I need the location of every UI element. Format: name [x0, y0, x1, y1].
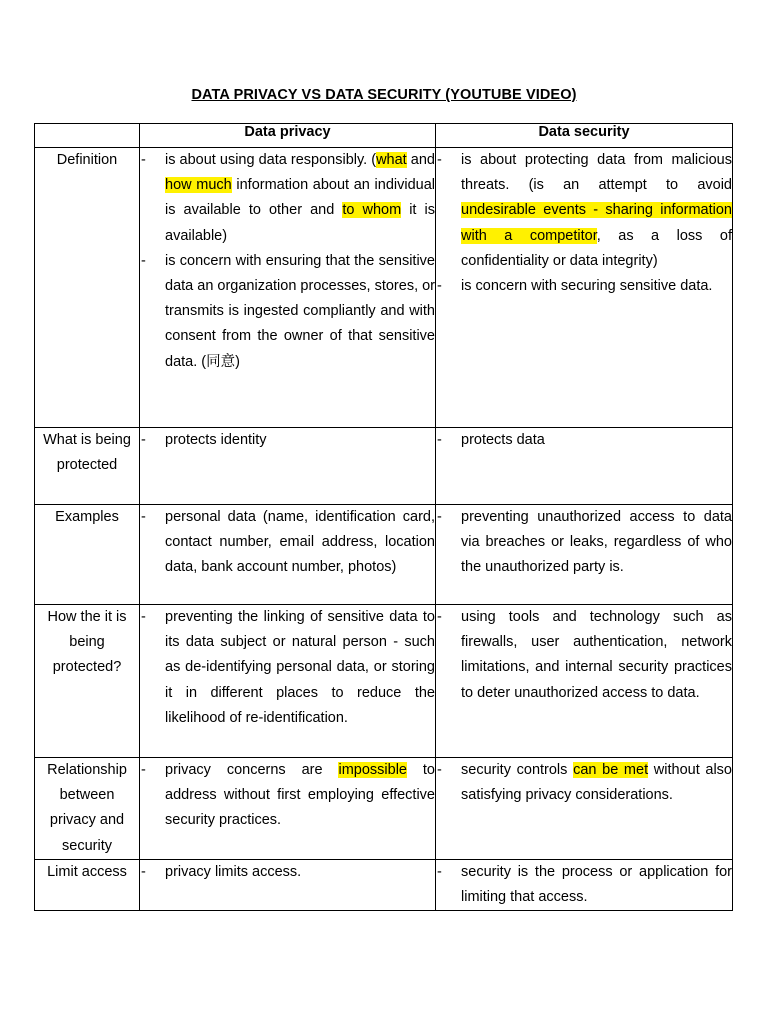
bullet-text: preventing the linking of sensitive data to its data subject or natural person - such as de-identifying personal data, or storing it in different places to reduce the likelihood of re-identification. [165, 609, 435, 726]
bullet-text: security is the process or application for limiting that access. [461, 864, 732, 906]
bullet-item [436, 428, 732, 453]
highlighted-text: can be met [573, 762, 649, 778]
bullet-dash: - [141, 509, 146, 525]
bullet-text: is concern with ensuring that the sensitive data an organization processes, stores, or transmits is ingested compliantly and with consent from the owner of that sensitive data. (同意) [165, 252, 436, 370]
header-data-security: Data security [436, 124, 733, 148]
privacy-cell [140, 505, 436, 605]
bullet-dash: - [437, 152, 442, 168]
security-cell [436, 505, 733, 605]
bullet-text: protects data [461, 432, 545, 448]
bullet-text: is about protecting data from malicious threats. (is an attempt to avoid undesirable events - sharing information with a competitor, as a loss of confidentiality or data integrity) [461, 152, 732, 269]
header-data-privacy: Data privacy [140, 124, 436, 148]
bullet-text: privacy limits access. [165, 864, 302, 880]
security-cell [436, 605, 733, 758]
privacy-cell [140, 860, 436, 911]
bullet-dash: - [141, 432, 146, 448]
row-label: Limit access [35, 860, 140, 911]
privacy-cell [140, 758, 436, 860]
bullet-text: is concern with securing sensitive data. [461, 278, 713, 295]
table-row [35, 605, 733, 758]
row-label: Definition [35, 148, 140, 428]
privacy-cell [140, 148, 436, 428]
table-row [35, 860, 733, 911]
security-cell [436, 148, 733, 428]
bullet-item [140, 605, 435, 731]
row-label: What is being protected [35, 428, 140, 505]
bullet-item [140, 148, 435, 249]
bullet-item [436, 758, 732, 808]
bullet-dash: - [141, 609, 146, 625]
bullet-item [140, 249, 435, 375]
bullet-dash: - [141, 252, 146, 269]
highlighted-text: undesirable events - sharing information with a competitor [461, 202, 732, 244]
bullet-item [140, 758, 435, 834]
bullet-dash: - [437, 762, 442, 778]
bullet-dash: - [437, 432, 442, 448]
bullet-item [436, 274, 732, 299]
security-cell [436, 860, 733, 911]
table-row [35, 148, 733, 428]
table-row [35, 505, 733, 605]
bullet-text: preventing unauthorized access to data via breaches or leaks, regardless of who the unauthorized party is. [461, 509, 732, 576]
highlighted-text: what [376, 152, 407, 168]
bullet-dash: - [141, 864, 146, 880]
bullet-item [436, 505, 732, 581]
table-row [35, 758, 733, 860]
bullet-dash: - [437, 864, 442, 880]
bullet-item [140, 505, 435, 581]
bullet-dash: - [437, 278, 442, 295]
row-label: Examples [35, 505, 140, 605]
bullet-item [140, 860, 435, 885]
table-header-row [35, 124, 733, 148]
privacy-cell [140, 428, 436, 505]
bullet-item [436, 860, 732, 910]
bullet-dash: - [437, 509, 442, 525]
document-title: DATA PRIVACY VS DATA SECURITY (YOUTUBE VIDEO) [191, 87, 577, 103]
bullet-dash: - [437, 609, 442, 625]
bullet-text: security controls can be met without also satisfying privacy considerations. [461, 762, 732, 804]
privacy-cell [140, 605, 436, 758]
comparison-table [34, 123, 733, 911]
highlighted-text: impossible [338, 762, 407, 778]
bullet-text: using tools and technology such as firewalls, user authentication, network limitations, and internal security practices to deter unauthorized access to data. [461, 609, 732, 701]
highlighted-text: to whom [342, 202, 402, 219]
header-empty [35, 124, 140, 148]
table-row [35, 428, 733, 505]
bullet-item [436, 148, 732, 274]
bullet-item [140, 428, 435, 453]
row-label: Relationship between privacy and security [35, 758, 140, 860]
highlighted-text: how much [165, 177, 232, 194]
bullet-item [436, 605, 732, 706]
bullet-text: protects identity [165, 432, 267, 448]
bullet-text: privacy concerns are impossible to address without first employing effective security practices. [165, 762, 435, 829]
security-cell [436, 758, 733, 860]
bullet-text: personal data (name, identification card, contact number, email address, location data, bank account number, photos) [165, 509, 435, 576]
row-label: How the it is being protected? [35, 605, 140, 758]
bullet-text: is about using data responsibly. (what and how much information about an individual is available to other and to whom it is available) [165, 152, 435, 244]
bullet-dash: - [141, 152, 146, 168]
security-cell [436, 428, 733, 505]
bullet-dash: - [141, 762, 146, 778]
